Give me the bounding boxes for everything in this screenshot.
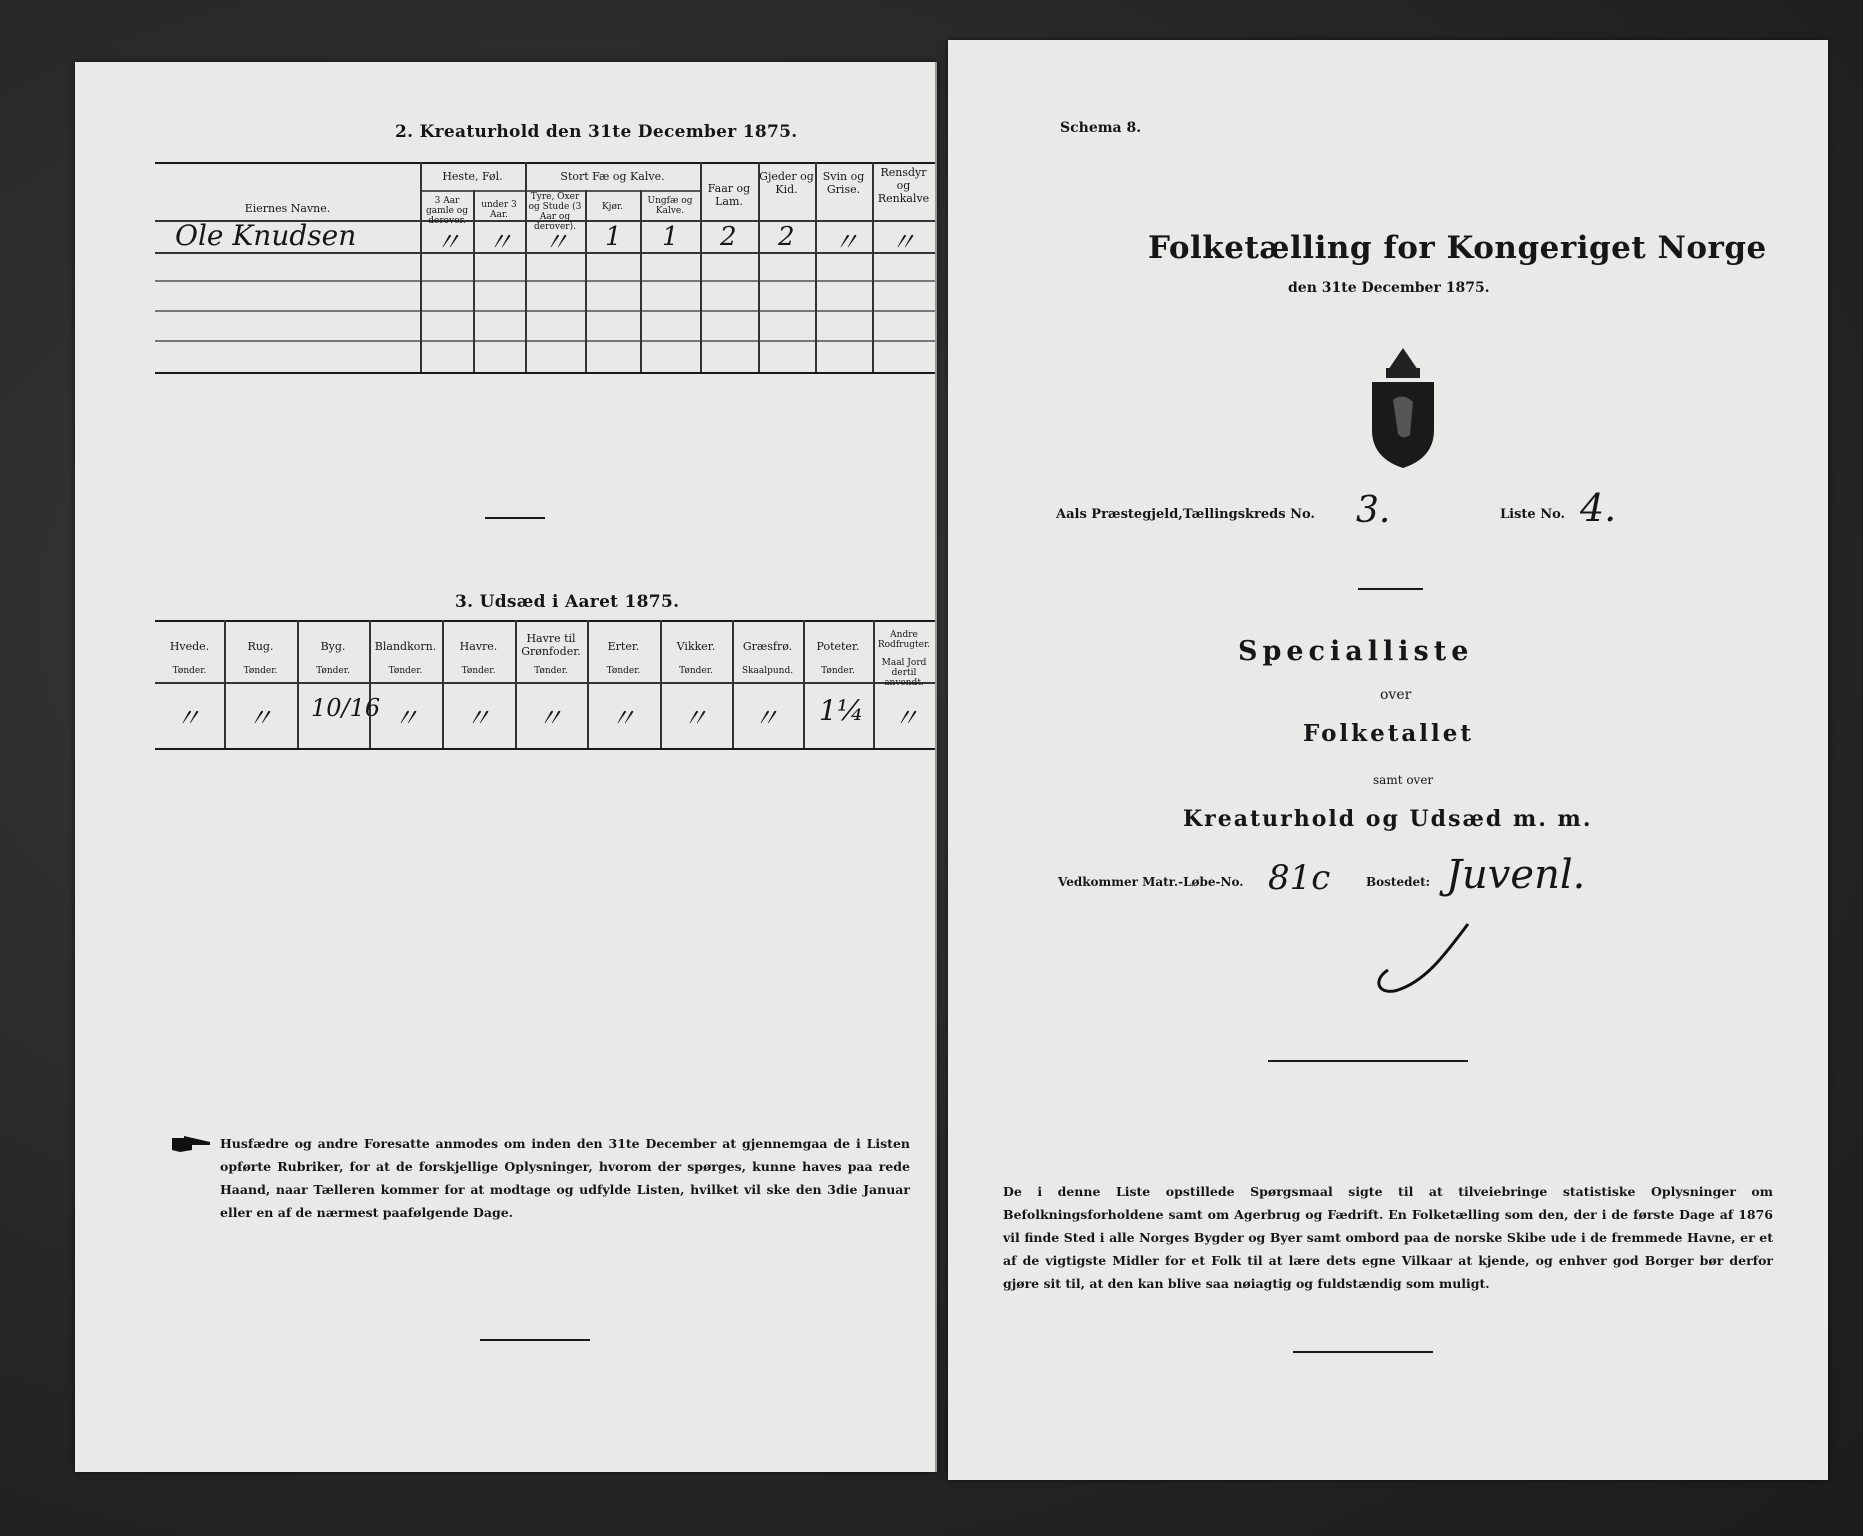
matr-label: Vedkommer Matr.-Løbe-No.	[1058, 875, 1244, 889]
left-footnote: Husfædre og andre Foresatte anmodes om inden den 31te December at gjennemgaa de i Listen opførte Rubriker, for at de forskjellige Oplysninger, hvorom der spørges, kunne haves paa rede Haand, naar Tælleren kommer for at modtage og udfylde Listen, hvilket vil ske den 3die Januar eller en af de nærmest paafølgende Dage.	[220, 1136, 910, 1220]
specialliste-heading: Specialliste	[1238, 636, 1474, 667]
udsaed-value: 1¼	[819, 694, 864, 727]
separator	[480, 1339, 590, 1341]
schema-label: Schema 8.	[1060, 120, 1142, 136]
separator	[485, 517, 545, 519]
col-divider	[640, 190, 642, 372]
matr-number: 81c	[1268, 858, 1331, 898]
liste-label: Liste No.	[1500, 507, 1566, 522]
col-hvede-unit: Tønder.	[172, 666, 207, 676]
udsaed-value: 10/16	[311, 694, 381, 722]
col-havre-gronfoder: Havre til Grønfoder.	[521, 632, 581, 658]
udsaed-value: 〃	[393, 704, 420, 734]
cell-value: 〃	[833, 228, 860, 258]
col-byg: Byg.	[320, 640, 346, 653]
col-byg-unit: Tønder.	[316, 666, 350, 676]
col-rug: Rug.	[247, 640, 274, 653]
left-page	[75, 62, 937, 1472]
cell-value: 〃	[487, 228, 514, 258]
header-bottom-line	[155, 682, 935, 684]
heste-sub2: under 3 Aar.	[481, 200, 517, 220]
bostedet-label: Bostedet:	[1366, 875, 1431, 889]
table-top-rule	[155, 620, 935, 622]
col-blandkorn-unit: Tønder.	[388, 666, 423, 676]
col-havre-unit: Tønder.	[461, 666, 496, 676]
row-line	[155, 340, 935, 342]
stort-sub3: Ungfæ og Kalve.	[647, 196, 693, 216]
right-footnote: De i denne Liste opstillede Spørgsmaal sigte til at tilveiebringe statistiske Oplysninger om Befolkningsforholdene samt om Agerbrug og Fædrift. En Folketælling som den, der i de første Dage af 1876 vil finde Sted i alle Norges Bygder og Byer samt ombord paa de norske Skibe ude i de fremmede Havne, er et af de vigtigste Midler for et Folk til at lære dets egne Vilkaar at kjende, og enhver god Borger bør derfor gjøre sit til, at den kan blive saa nøiagtig og fuldstændig som muligt.	[1003, 1184, 1773, 1291]
cell-value: 1	[662, 222, 679, 252]
col-andre-rodfrugter-unit: Maal Jord dertil anvendt.	[881, 658, 927, 688]
stort-sub1: Tyre, Oxer og Stude (3 Aar og derover).	[528, 192, 582, 232]
prestegjeld: Aals Præstegjeld,	[1056, 507, 1183, 522]
col-poteter: Poteter.	[816, 640, 860, 653]
row-line	[155, 310, 935, 312]
col-erter: Erter.	[607, 640, 640, 653]
udsaed-value: 〃	[537, 704, 564, 734]
col-name-header: Eiernes Navne.	[244, 202, 331, 215]
row-line	[155, 280, 935, 282]
col-havre-gronfoder-unit: Tønder.	[534, 666, 568, 676]
table-bottom-rule	[155, 748, 935, 750]
udsaed-value: 〃	[175, 704, 202, 734]
separator	[1293, 1351, 1433, 1353]
handwriting-flourish	[1368, 920, 1478, 1000]
col-poteter-unit: Tønder.	[821, 666, 855, 676]
kreaturhold-heading: Kreaturhold og Udsæd m. m.	[1183, 806, 1593, 832]
col-erter-unit: Tønder.	[606, 666, 641, 676]
bostedet-value: Juvenl.	[1446, 852, 1586, 898]
heste-sub1: 3 Aar gamle og derover.	[426, 196, 468, 226]
cell-value: 2	[778, 222, 795, 252]
col-divider	[585, 190, 587, 372]
udsaed-value: 〃	[465, 704, 492, 734]
kreds-label: Tællingskreds No.	[1183, 507, 1315, 522]
main-subtitle: den 31te December 1875.	[1288, 280, 1490, 296]
samt-over-text: samt over	[1373, 773, 1434, 787]
right-page	[948, 40, 1828, 1480]
coat-of-arms-icon	[1358, 340, 1448, 470]
col-svin-header: Svin og Grise.	[822, 170, 865, 196]
col-blandkorn: Blandkorn.	[374, 640, 437, 653]
folketallet-heading: Folketallet	[1303, 720, 1474, 747]
over-text: over	[1380, 687, 1412, 703]
cell-value: 2	[720, 222, 737, 252]
section2-title: 2. Kreaturhold den 31te December 1875.	[395, 122, 798, 142]
owner-name: Ole Knudsen	[175, 219, 357, 252]
udsaed-value: 〃	[682, 704, 709, 734]
cell-value: 〃	[543, 228, 570, 258]
col-graesfro: Græsfrø.	[742, 640, 793, 653]
separator	[1268, 1060, 1468, 1062]
table-top-rule	[155, 162, 935, 164]
section3-title: 3. Udsæd i Aaret 1875.	[455, 592, 680, 612]
table-bottom-rule	[155, 372, 935, 374]
cell-value: 〃	[435, 228, 462, 258]
stort-sub2: Kjør.	[601, 202, 624, 212]
col-vikker-unit: Tønder.	[679, 666, 713, 676]
group-heste-header: Heste, Føl.	[442, 170, 503, 183]
col-rug-unit: Tønder.	[243, 666, 278, 676]
col-faar-header: Faar og Lam.	[707, 182, 751, 208]
udsaed-value: 〃	[893, 704, 920, 734]
col-rensdyr-header: Rensdyr og Renkalve	[877, 166, 930, 205]
cell-value: 1	[605, 222, 622, 252]
col-divider	[420, 162, 422, 372]
col-gjeder-header: Gjeder og Kid.	[759, 170, 814, 196]
kreds-number: 3.	[1356, 490, 1391, 531]
col-graesfro-unit: Skaalpund.	[741, 666, 794, 676]
col-andre-rodfrugter: Andre Rodfrugter.	[877, 630, 931, 650]
col-havre: Havre.	[459, 640, 498, 653]
col-vikker: Vikker.	[676, 640, 716, 653]
udsaed-value: 〃	[610, 704, 637, 734]
liste-number: 4.	[1580, 486, 1617, 530]
udsaed-value: 〃	[247, 704, 274, 734]
main-title: Folketælling for Kongeriget Norge	[1148, 230, 1767, 266]
group-stort-header: Stort Fæ og Kalve.	[560, 170, 665, 183]
cell-value: 〃	[890, 228, 917, 258]
col-hvede: Hvede.	[169, 640, 210, 653]
separator	[1358, 588, 1423, 590]
pointing-hand-icon	[170, 1132, 214, 1156]
udsaed-value: 〃	[753, 704, 780, 734]
